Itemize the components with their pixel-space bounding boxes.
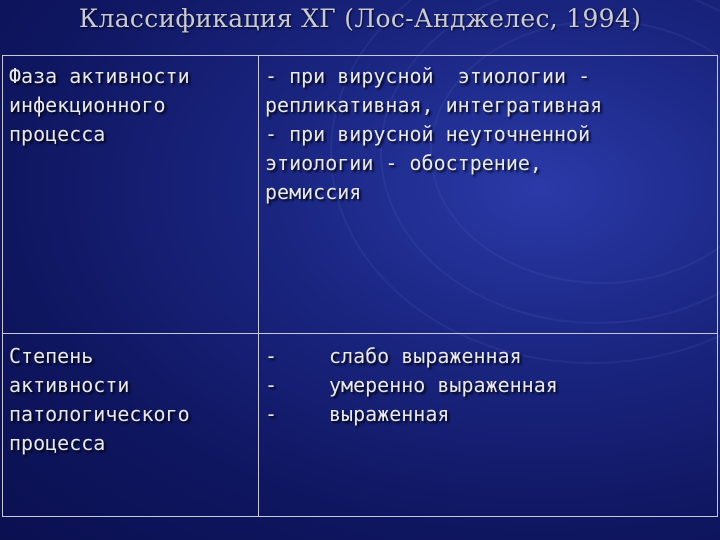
dash-marker: - — [265, 402, 278, 426]
table-row-activity-phase — [3, 56, 718, 334]
dash-marker: - — [265, 344, 278, 368]
dash-marker: - — [265, 373, 278, 397]
table-row-activity-degree — [3, 334, 718, 517]
cell-text-line: репликативная, интегративная — [265, 93, 603, 117]
table-cell-value — [259, 334, 718, 517]
degree-item — [265, 342, 711, 371]
cell-text-line: - при вирусной неуточненной — [265, 122, 591, 146]
cell-text-line: Фаза активности — [9, 64, 190, 88]
cell-text-line: патологического — [9, 402, 190, 426]
slide-title: Классификация ХГ (Лос-Анджелес, 1994) — [78, 4, 642, 33]
cell-text-line: процесса — [9, 122, 106, 146]
degree-item — [265, 371, 711, 400]
table-cell-value — [259, 56, 718, 334]
cell-text-line: ремиссия — [265, 180, 362, 204]
cell-text-line: - при вирусной этиологии - — [265, 64, 591, 88]
table-cell-label — [3, 56, 259, 334]
table-cell-label — [3, 334, 259, 517]
degree-text: умеренно выраженная — [329, 373, 558, 397]
cell-text-line: процесса — [9, 431, 106, 455]
degree-text: выраженная — [329, 402, 450, 426]
degree-item — [265, 400, 711, 429]
cell-text-line: этиологии - обострение, — [265, 151, 542, 175]
cell-text-line: инфекционного — [9, 93, 166, 117]
cell-text-line: активности — [9, 373, 130, 397]
cell-text-line: Степень — [9, 344, 94, 368]
classification-table — [2, 55, 718, 517]
degree-text: слабо выраженная — [329, 344, 522, 368]
